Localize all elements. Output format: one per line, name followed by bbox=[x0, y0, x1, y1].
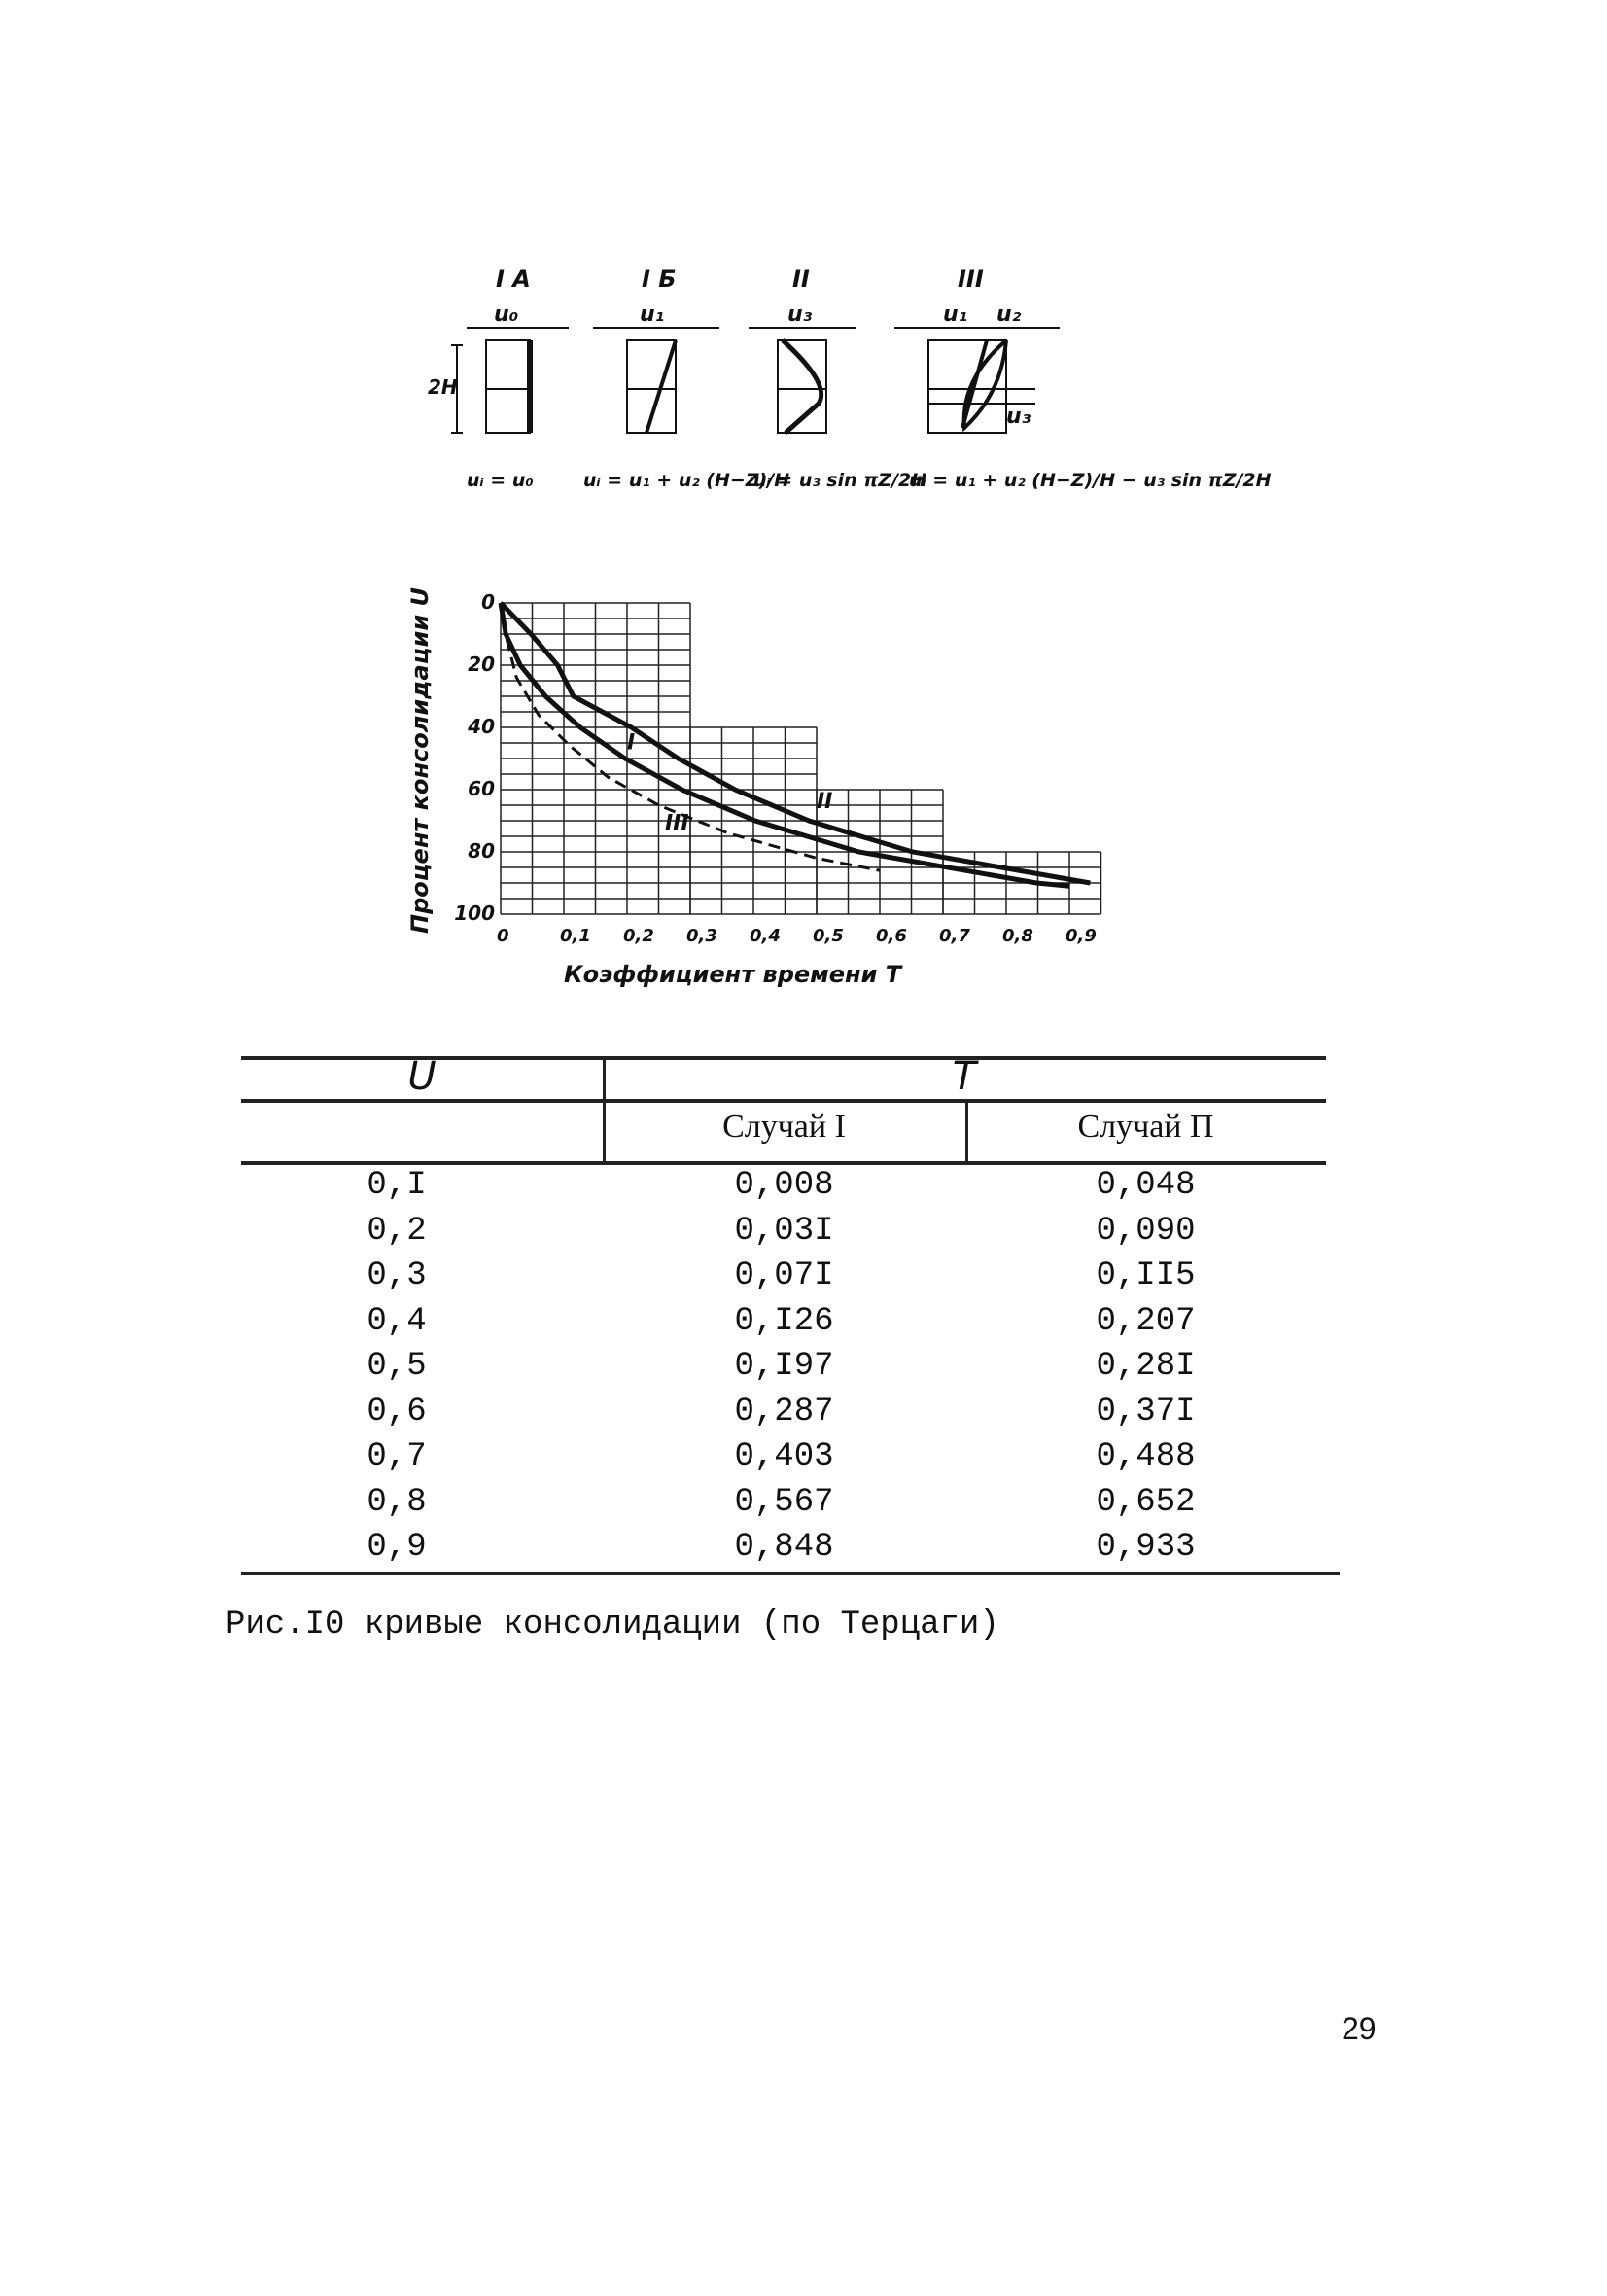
table-row bbox=[241, 1394, 1326, 1438]
table-header-rule-2 bbox=[241, 1161, 1326, 1165]
x-tick-label: 0,3 bbox=[686, 926, 717, 946]
scheme-label-IA: I А bbox=[496, 265, 531, 293]
chart-xlabel: Коэффициент времени T bbox=[564, 961, 902, 988]
formula-IA: uᵢ = u₀ bbox=[467, 470, 534, 491]
table-header-t: T bbox=[952, 1054, 977, 1099]
cell-case2: 0,207 bbox=[1096, 1302, 1196, 1340]
series-label: III bbox=[665, 811, 689, 836]
y-tick-label: 40 bbox=[468, 715, 495, 738]
y-tick-label: 80 bbox=[468, 839, 495, 863]
u2-label-iii: u₂ bbox=[996, 302, 1022, 327]
formula-IB: uᵢ = u₁ + u₂ (H−Z)/H bbox=[583, 470, 790, 491]
cell-u: 0,2 bbox=[367, 1212, 427, 1250]
cell-case1: 0,03I bbox=[734, 1212, 834, 1250]
x-tick-label: 0,7 bbox=[939, 926, 970, 946]
y-tick-label: 60 bbox=[468, 777, 495, 800]
x-tick-label: 0,6 bbox=[876, 926, 907, 946]
table-row bbox=[241, 1167, 1326, 1212]
table-bottom-rule bbox=[241, 1572, 1340, 1575]
table-row bbox=[241, 1484, 1326, 1529]
cell-u: 0,4 bbox=[367, 1302, 427, 1340]
cell-case1: 0,I97 bbox=[734, 1348, 834, 1385]
chart-ticks bbox=[454, 590, 1097, 946]
cell-case2: 0,II5 bbox=[1096, 1257, 1196, 1294]
formula-II: uᵢ = u₃ sin πZ/2H bbox=[753, 470, 927, 491]
x-tick-label: 0,8 bbox=[1002, 926, 1033, 946]
scheme-label-IB: I Б bbox=[642, 265, 677, 293]
scheme-label-III: III bbox=[958, 265, 984, 293]
cell-u: 0,9 bbox=[367, 1529, 427, 1566]
cell-case2: 0,933 bbox=[1096, 1529, 1196, 1566]
cell-case1: 0,567 bbox=[734, 1483, 834, 1521]
u3-label-iii: u₃ bbox=[1006, 405, 1031, 429]
y-tick-label: 100 bbox=[454, 901, 495, 925]
cell-case2: 0,37I bbox=[1096, 1393, 1196, 1431]
chart-curves bbox=[501, 603, 1090, 886]
formula-III: uᵢ = u₁ + u₂ (H−Z)/H − u₃ sin πZ/2H bbox=[909, 470, 1272, 491]
cell-case1: 0,I26 bbox=[734, 1302, 834, 1340]
scheme-label-II: II bbox=[792, 265, 810, 293]
series-label: I bbox=[627, 730, 636, 756]
table-row bbox=[241, 1257, 1326, 1302]
x-tick-label: 0,2 bbox=[623, 926, 654, 946]
cell-case2: 0,488 bbox=[1096, 1438, 1196, 1475]
x-tick-label: 0,1 bbox=[560, 926, 591, 946]
x-tick-label: 0 bbox=[497, 926, 509, 946]
cell-case1: 0,403 bbox=[734, 1438, 834, 1475]
x-tick-label: 0,5 bbox=[813, 926, 844, 946]
cell-case2: 0,090 bbox=[1096, 1212, 1196, 1250]
y-tick-label: 0 bbox=[481, 590, 495, 614]
table-header-u: U bbox=[407, 1054, 437, 1099]
u0-label: u₀ bbox=[494, 302, 519, 327]
table-row bbox=[241, 1303, 1326, 1348]
x-tick-label: 0,4 bbox=[750, 926, 781, 946]
cell-case2: 0,28I bbox=[1096, 1348, 1196, 1385]
cell-u: 0,I bbox=[367, 1167, 427, 1204]
table-row bbox=[241, 1529, 1326, 1573]
cell-case1: 0,07I bbox=[734, 1257, 834, 1294]
u1-label-iii: u₁ bbox=[943, 302, 968, 327]
cell-case2: 0,048 bbox=[1096, 1167, 1196, 1204]
cell-u: 0,6 bbox=[367, 1393, 427, 1431]
table-header-case1: Случай I bbox=[722, 1109, 846, 1145]
page-number: 29 bbox=[1342, 2011, 1377, 2046]
x-tick-label: 0,9 bbox=[1066, 926, 1097, 946]
cell-case2: 0,652 bbox=[1096, 1483, 1196, 1521]
chart-ylabel: Процент консолидации U bbox=[406, 587, 434, 934]
cell-u: 0,7 bbox=[367, 1438, 427, 1475]
table-header-case2: Случай П bbox=[1077, 1109, 1214, 1145]
table-row bbox=[241, 1213, 1326, 1257]
cell-u: 0,5 bbox=[367, 1348, 427, 1385]
series-label: II bbox=[817, 790, 833, 815]
cell-u: 0,8 bbox=[367, 1483, 427, 1521]
table-row bbox=[241, 1348, 1326, 1393]
y-tick-label: 20 bbox=[468, 653, 495, 676]
cell-u: 0,3 bbox=[367, 1257, 427, 1294]
table-header-rule-1 bbox=[241, 1099, 1326, 1103]
consolidation-chart bbox=[389, 564, 1128, 992]
cell-case1: 0,287 bbox=[734, 1393, 834, 1431]
u1-label: u₁ bbox=[640, 302, 665, 327]
load-case-schemes bbox=[428, 248, 1272, 511]
table-row bbox=[241, 1438, 1326, 1483]
cell-case1: 0,848 bbox=[734, 1529, 834, 1566]
depth-label: 2H bbox=[428, 375, 458, 399]
cell-case1: 0,008 bbox=[734, 1167, 834, 1204]
u3-label: u₃ bbox=[787, 302, 813, 327]
figure-caption: Рис.I0 кривые консолидации (по Терцаги) bbox=[226, 1607, 999, 1643]
